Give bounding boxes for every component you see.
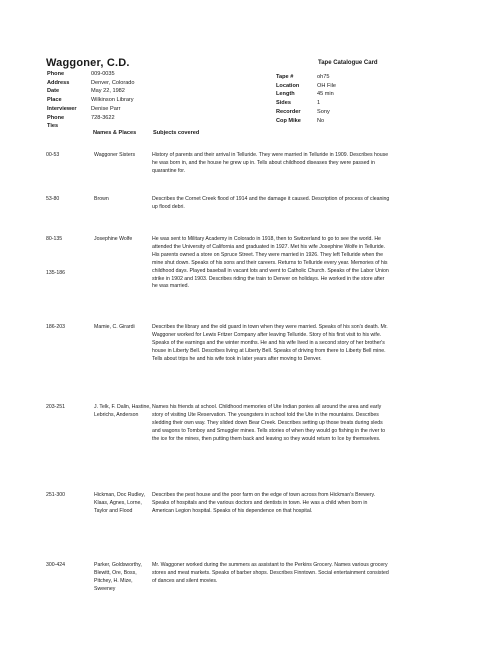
entry-description: Describes the pest house and the poor farm on the edge of town across from Hickman's Brewery. Speaks of hospitals and the various doctors and dentists in town. He was a child when born in American Legion hospital. Speaks of his dependence on that hospital.: [152, 492, 376, 514]
entry-time: 53-80: [46, 196, 60, 202]
entry-names: J. Telk, F. Dalin, Hastine, Lebrichs, Anderson: [94, 404, 151, 418]
entry-time: 300-424: [46, 562, 66, 568]
tape-details: [276, 73, 336, 125]
entry-time: 00-53: [46, 152, 60, 158]
entry-names: Parker, Goldsworthy, Blewitt, Ore, Boss, Pitchey, H. Mize, Sweeney: [94, 562, 142, 592]
card-title: Tape Catalogue Card: [318, 60, 378, 66]
tape-row: Sides 1: [276, 100, 321, 107]
subjects-column-header: Subjects covered: [153, 130, 200, 136]
meta-row: Phone 009-0035: [47, 71, 115, 77]
meta-row: Address Denver, Colorado: [47, 79, 135, 86]
entry-description: Describes the library and the old guard in town when they were married. Speaks of his son's death. Mr. Waggoner worked for Lewis Fritzer Company after leaving Telluride. Story of his first visit to his wife. Speaks of the earnings and the winter months. He and his wife lived in a second story of her brother's house in Liberty Bell. Describes living at Liberty Bell. Speaks of driving from there to Liberty Bell mine. Tells about trips he and his wife took in later years after moving to Denver.: [152, 324, 388, 362]
entry-names: Mamie, C. Girardi: [94, 324, 135, 330]
tape-row: Location OH File: [276, 82, 336, 89]
entry-names: Hickman, Doc Rudley, Klaas, Agnes, Lorne, Taylor and Flood: [94, 492, 145, 514]
entry-names: Waggoner Sisters: [94, 152, 136, 158]
entry-time: 186-203: [46, 324, 66, 330]
tape-row: Cop Mike No: [276, 117, 325, 124]
entry-time: 80-135: [46, 236, 63, 242]
entry-description: Mr. Waggoner worked during the summers as assistant to the Perkins Grocery. Names various grocery stores and meat markets. Speaks of barber shops. Describes Finntown. Social entertainment consisted of dances and silent movies.: [152, 562, 389, 584]
entry-names: Josephine Wolfe: [94, 236, 133, 242]
meta-row: Interviewer Denise Parr: [47, 105, 121, 112]
interview-metadata: [47, 70, 135, 131]
entry-time-secondary: 135-186: [46, 270, 66, 276]
tape-row: Tape # oh75: [276, 74, 330, 80]
meta-row: Phone 728-3622: [47, 114, 115, 121]
entry-time: 251-300: [46, 492, 66, 498]
entry-names: Brown: [94, 196, 109, 202]
meta-row: Date May 22, 1982: [47, 88, 125, 95]
entry-time: 203-251: [46, 404, 66, 410]
tape-row: Length 45 min: [276, 91, 334, 98]
entry-description: He was sent to Military Academy in Colorado in 1918, then to Switzerland to go to see the world. He attended the University of California and graduated in 1927. Met his wife Josephine Wolfe in Telluride. His parents owned a store on Spruce Street. They were married in 1926. They left Telluride when the mine shut down. Speaks of his sons and their careers. Returns to Telluride every year. Memories of his childhood days. Played baseball in vacant lots and went to Catholic Church. Speaks of the Labor Union strike in 1902 and 1903. Describes riding the train to Denver on holidays. He worked in the store after he was married.: [152, 236, 389, 290]
tape-row: Recorder Sony: [276, 108, 330, 115]
entry-description: History of parents and their arrival in Telluride. They were married in Telluride in 1909. Describes house he was born in, and the house he grew up in. Tells about childhood diseases they were passed in quarantine for.: [152, 152, 389, 174]
names-column-header: Names & Places: [93, 130, 137, 136]
meta-row: Place Wilkinson Library: [47, 97, 134, 104]
meta-row: Ties: [47, 123, 59, 130]
interviewee-name: Waggoner, C.D.: [46, 57, 130, 69]
entry-description: Names his friends at school. Childhood memories of Ute Indian ponies all around the area and early story of visiting Ute Reservation. The youngsters in school told the Ute in the mountains. Describes sledding their own way. They slided down Bear Creek. Describes setting up those treats during sleds and wagons to Tomboy and Smuggler mines. Tells stories of when they would go fishing in the river to the ice for the mines, then putting them back and leaving so they would return to Ice by themselves.: [152, 404, 386, 442]
entry-description: Describes the Cornet Creek flood of 1914 and the damage it caused. Description of process of cleaning up flood debri.: [152, 196, 390, 210]
